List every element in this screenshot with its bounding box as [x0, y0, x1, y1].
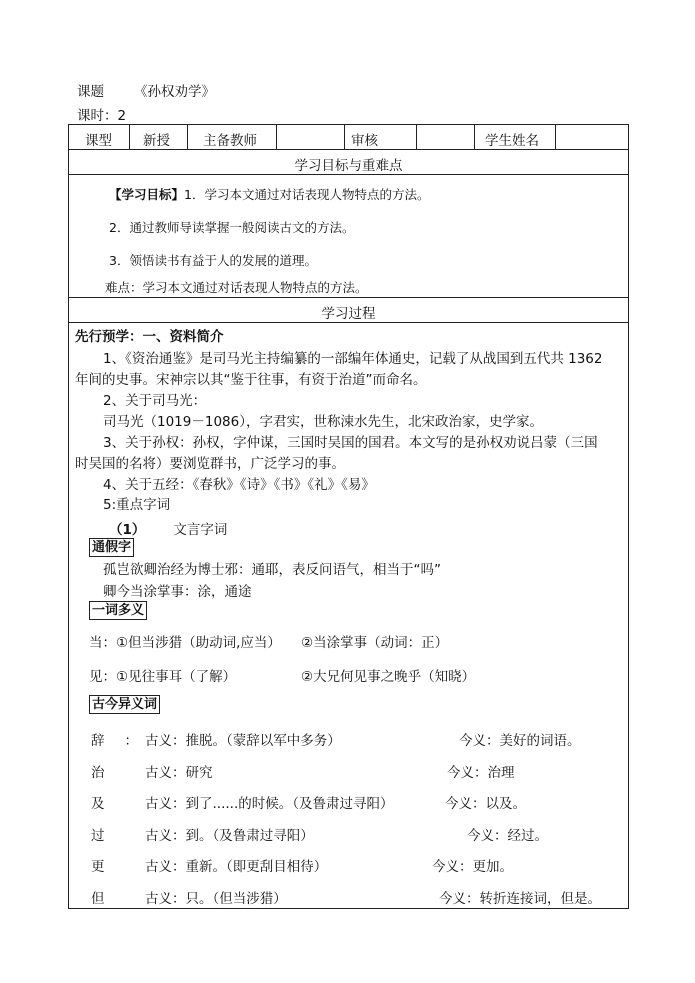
row-divider [69, 149, 628, 150]
row-divider [69, 322, 628, 323]
duoyi-line-1b: ②当涂掌事（动词：正） [301, 635, 449, 651]
duoyi-line-2b: ②大兄何见事之晚乎（知晓） [301, 669, 476, 685]
teacher-label: 主备教师 [203, 133, 257, 149]
gujin-char-6: 但 [91, 891, 105, 907]
divider [555, 125, 556, 149]
gujin-now-4: 今义：经过。 [467, 828, 548, 844]
goal-1-text: 1．学习本文通过对话表现人物特点的方法。 [184, 187, 430, 202]
difficulty: 难点：学习本文通过对话表现人物特点的方法。 [105, 280, 368, 295]
material-3a: 3、关于孙权：孙权，字仲谋，三国时吴国的国君。本文写的是孙权劝说吕蒙（三国 [103, 435, 598, 451]
gujin-old-4: 古义：到。（及鲁肃过寻阳） [145, 828, 314, 844]
goal-tag: 【学习目标】 [109, 187, 185, 202]
goal-1 [109, 185, 429, 203]
gujin-old-6: 古义：只。（但当涉猎） [145, 891, 287, 907]
lesson-hours: 课时：2 [77, 108, 127, 124]
duoyi-label: 一词多义 [89, 601, 147, 620]
duoyi-line-1a: 当：①但当涉猎（助动词,应当） [89, 635, 281, 651]
gujin-now-2: 今义：治理 [447, 765, 515, 781]
sub-heading-1: （1） 文言字词 [109, 522, 228, 538]
tongjia-line-2: 卿今当涂掌事：涂，通途 [103, 584, 252, 600]
gujin-old-1: 古义：推脱。（蒙辞以军中多务） [145, 733, 341, 749]
gujin-char-1: 辞 ： [91, 733, 138, 749]
goal-3: 3．领悟读书有益于人的发展的道理。 [109, 253, 317, 268]
material-2: 2、关于司马光： [103, 393, 207, 409]
duoyi-line-2a: 见：①见往事耳（了解） [89, 669, 237, 685]
gujin-char-3: 及 [91, 796, 105, 812]
lesson-plan-table [68, 124, 629, 909]
divider [276, 125, 277, 149]
gujin-old-2: 古义：研究 [145, 765, 213, 781]
divider [187, 125, 188, 149]
gujin-now-1: 今义：美好的词语。 [459, 733, 581, 749]
review-label: 审核 [351, 133, 378, 149]
gujin-now-5: 今义：更加。 [432, 859, 513, 875]
gujin-old-5: 古义：重新。（即更刮目相待） [145, 859, 328, 875]
material-3b: 时吴国的名将）要浏览群书，广泛学习的事。 [75, 456, 345, 472]
row-divider [69, 174, 628, 175]
lesson-title-label: 课题 [77, 84, 104, 100]
material-2b: 司马光（1019－1086），字君实，世称涑水先生，北宋政治家，史学家。 [103, 414, 543, 430]
student-label: 学生姓名 [485, 133, 539, 149]
gujin-old-3: 古义：到了......的时候。（及鲁肃过寻阳） [145, 796, 394, 812]
material-4: 4、关于五经：《春秋》《诗》《书》《礼》《易》 [103, 477, 375, 493]
type-label: 课型 [85, 133, 112, 149]
divider [129, 125, 130, 149]
gujin-char-4: 过 [91, 828, 105, 844]
gujin-now-3: 今义：以及。 [445, 796, 526, 812]
gujin-char-2: 治 [91, 765, 105, 781]
gujin-now-6: 今义：转折连接词，但是。 [439, 891, 601, 907]
preview-heading: 先行预学：一、资料简介 [75, 329, 224, 345]
goals-heading: 学习目标与重难点 [294, 158, 403, 174]
lesson-title-line [77, 80, 215, 100]
tongjia-label: 通假字 [89, 538, 134, 557]
divider [474, 125, 475, 149]
material-5: 5:重点字词 [103, 497, 171, 513]
type-value: 新授 [143, 133, 170, 149]
process-heading: 学习过程 [321, 306, 376, 322]
row-divider [69, 297, 628, 298]
material-1a: 1、《资治通鉴》是司马光主持编纂的一部编年体通史，记载了从战国到五代共 1362 [103, 351, 603, 367]
goal-2: 2．通过教师导读掌握一般阅读古文的方法。 [109, 220, 355, 235]
material-1b: 年间的史事。宋神宗以其“鉴于往事，有资于治道”而命名。 [75, 372, 427, 388]
gujin-char-5: 更 [91, 859, 105, 875]
divider [344, 125, 345, 149]
lesson-title-value: 《孙权劝学》 [134, 84, 215, 100]
gujin-label: 古今异义词 [89, 695, 160, 714]
divider [416, 125, 417, 149]
tongjia-line-1: 孤岂欲卿治经为博士邪：通耶，表反问语气，相当于“吗” [103, 562, 441, 578]
